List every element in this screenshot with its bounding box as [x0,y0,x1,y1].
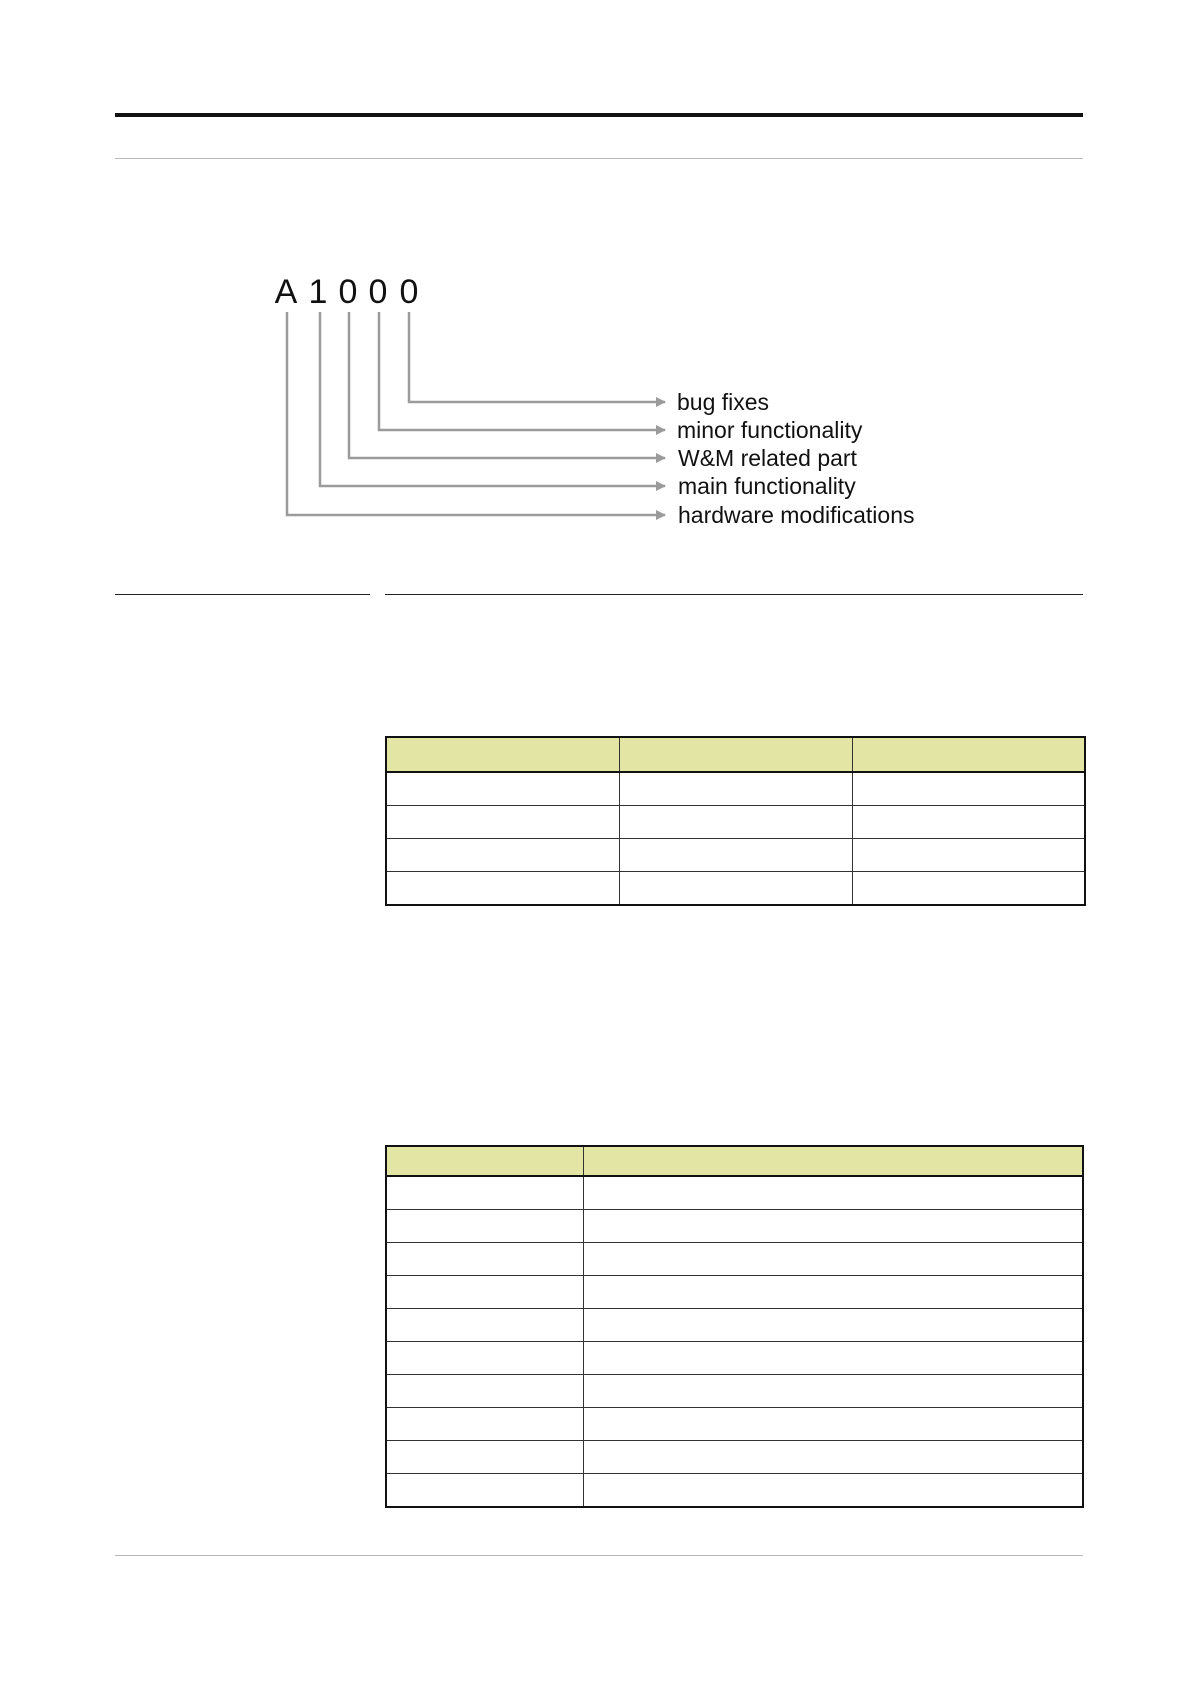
table-cell [386,1176,583,1210]
table-cell [583,1309,1083,1342]
version-char-minor: 0 [368,273,388,311]
table-cell [386,1309,583,1342]
table-cell [386,806,619,839]
section-rule-right [385,594,1083,595]
table-row [386,772,1085,806]
table-row [386,1474,1083,1508]
table-header-cell [583,1146,1083,1176]
table-row [386,1408,1083,1441]
table-header-cell [386,737,619,772]
arrow-bug-fixes [409,312,665,402]
table-cell [583,1342,1083,1375]
table-version-overview [385,736,1086,906]
table-header-row [386,737,1085,772]
section-rule-left [115,594,370,595]
table-row [386,1342,1083,1375]
table-header-cell [386,1146,583,1176]
table-cell [386,872,619,906]
table-header-cell [619,737,852,772]
table-cell [852,872,1085,906]
version-char-a: A [274,273,298,311]
table-cell [619,872,852,906]
label-hardware-modifications: hardware modifications [678,502,915,528]
table-cell [619,772,852,806]
table-row [386,839,1085,872]
table-cell [852,806,1085,839]
table-cell [583,1176,1083,1210]
table-cell [386,1210,583,1243]
footer-rule [115,1555,1083,1556]
arrow-main-functionality [320,312,665,486]
table-cell [583,1276,1083,1309]
table-row [386,1243,1083,1276]
table-cell [852,772,1085,806]
table-cell [386,1474,583,1508]
table-cell [386,772,619,806]
label-main-functionality: main functionality [678,473,856,499]
arrow-hardware-modifications [287,312,665,515]
table-cell [386,1243,583,1276]
label-minor-functionality: minor functionality [677,417,863,443]
label-wm-related-part: W&M related part [678,445,857,471]
table-cell [386,1342,583,1375]
table-row [386,1375,1083,1408]
table-header-row [386,1146,1083,1176]
table-row [386,1441,1083,1474]
table-cell [619,806,852,839]
table-row [386,872,1085,906]
table-row [386,1309,1083,1342]
label-bug-fixes: bug fixes [677,389,770,415]
arrow-minor-functionality [379,312,665,430]
table-cell [619,839,852,872]
table-cell [583,1474,1083,1508]
table-cell [583,1408,1083,1441]
table-row [386,1176,1083,1210]
version-char-bugfix: 0 [399,273,419,311]
table-header-cell [852,737,1085,772]
version-number-diagram [0,0,1191,560]
table-cell [386,1375,583,1408]
version-char-main: 1 [308,273,328,311]
table-cell [386,1408,583,1441]
table-cell [386,1441,583,1474]
table-cell [386,1276,583,1309]
table-cell [386,839,619,872]
table-cell [583,1375,1083,1408]
table-cell [852,839,1085,872]
table-row [386,1210,1083,1243]
table-cell [583,1243,1083,1276]
table-row [386,1276,1083,1309]
version-char-wm: 0 [338,273,358,311]
table-cell [583,1210,1083,1243]
table-row [386,806,1085,839]
table-cell [583,1441,1083,1474]
arrow-wm-related-part [349,312,665,458]
table-version-history [385,1145,1084,1508]
